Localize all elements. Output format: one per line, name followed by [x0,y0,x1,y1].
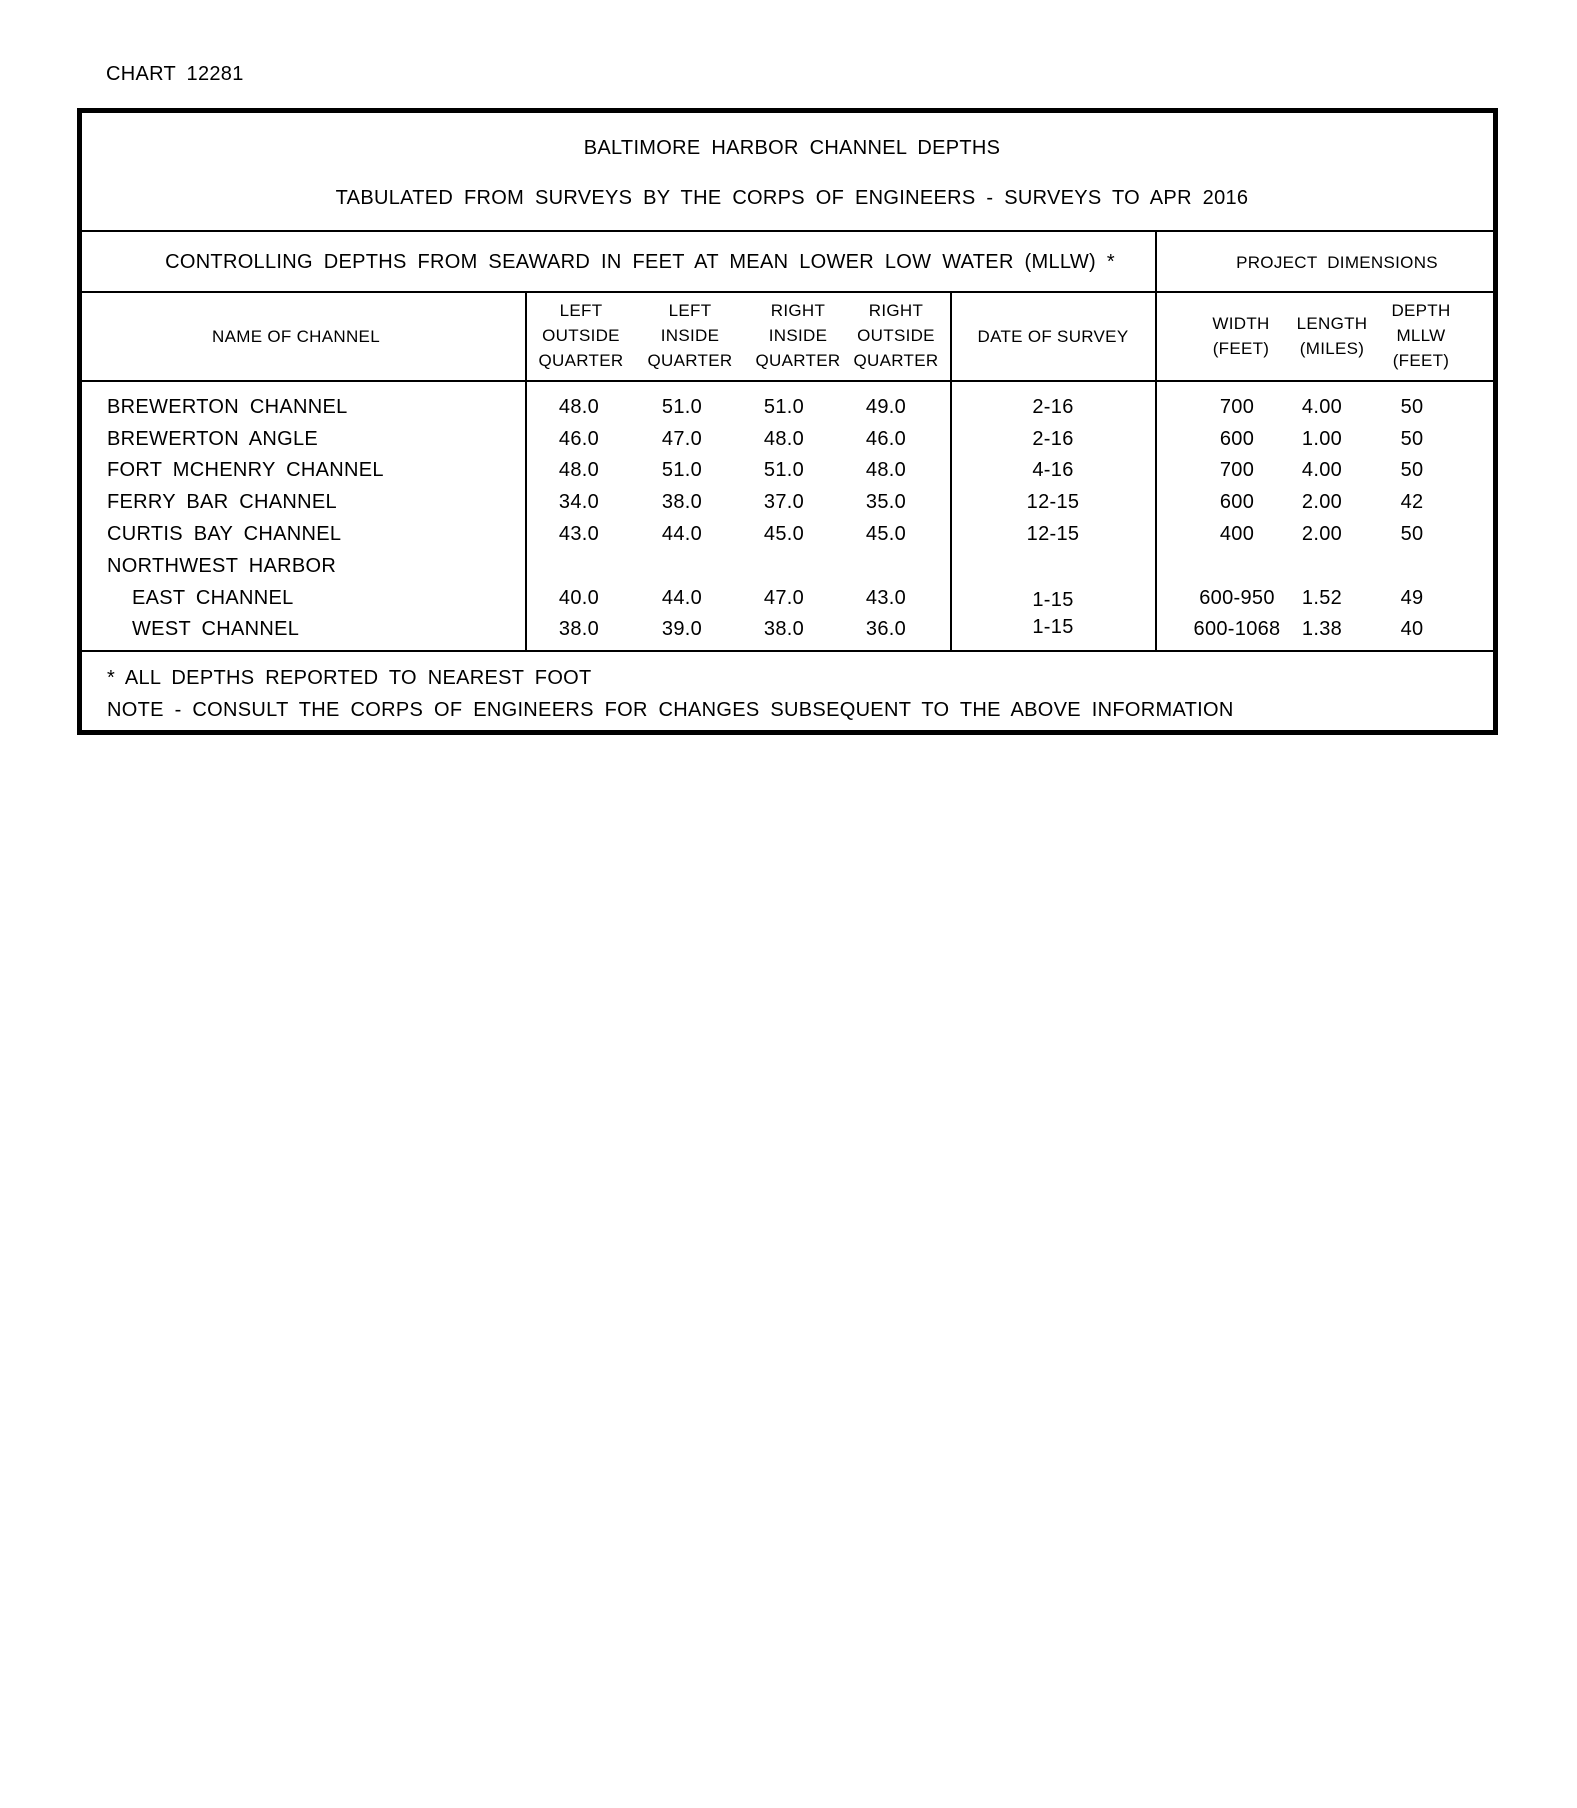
controlling-depths-header: CONTROLLING DEPTHS FROM SEAWARD IN FEET AT MEAN LOWER LOW WATER (MLLW) * [165,251,1115,273]
right-inside-value: 51.0 [763,459,805,481]
left-outside-value: 38.0 [558,618,600,640]
project-length: 1.52 [1301,587,1343,609]
channel-depths-table [77,108,1498,735]
project-length: 4.00 [1301,396,1343,418]
table-row [82,397,1493,428]
right-outside-value: 49.0 [865,396,907,418]
channel-name: EAST CHANNEL [132,587,294,609]
project-width: 700 [1219,396,1255,418]
rule-below-section [82,291,1493,293]
table-row [82,616,1493,650]
right-outside-value: 48.0 [865,459,907,481]
left-outside-value: 48.0 [558,396,600,418]
table-row [82,429,1493,460]
project-width: 400 [1219,523,1255,545]
column-header-depth: DEPTH MLLW (FEET) [1391,301,1451,370]
note: NOTE - CONSULT THE CORPS OF ENGINEERS FOR CHANGES SUBSEQUENT TO THE ABOVE INFORMATION [107,699,1234,721]
rule-below-title [82,230,1493,232]
project-width: 600-1068 [1193,618,1281,640]
project-length: 2.00 [1301,491,1343,513]
survey-date: 1-15 [1032,616,1074,638]
project-depth: 50 [1400,428,1424,450]
column-header-left-inside: LEFT INSIDE QUARTER [647,301,733,370]
left-inside-value: 44.0 [661,587,703,609]
left-inside-value: 51.0 [661,396,703,418]
left-outside-value: 48.0 [558,459,600,481]
left-inside-value: 47.0 [661,428,703,450]
project-depth: 50 [1400,523,1424,545]
project-width: 600 [1219,491,1255,513]
left-outside-value: 46.0 [558,428,600,450]
project-depth: 40 [1400,618,1424,640]
right-inside-value: 47.0 [763,587,805,609]
survey-date: 4-16 [1032,459,1074,481]
column-header-date: DATE OF SURVEY [977,327,1129,346]
channel-group-name: NORTHWEST HARBOR [107,555,337,577]
column-header-width: WIDTH (FEET) [1212,314,1270,358]
project-width: 700 [1219,459,1255,481]
column-header-length: LENGTH (MILES) [1296,314,1368,358]
left-inside-value: 51.0 [661,459,703,481]
channel-name: BREWERTON CHANNEL [107,396,348,418]
rule-below-header [82,380,1493,382]
right-inside-value: 51.0 [763,396,805,418]
table-row [82,556,1493,587]
right-inside-value: 45.0 [763,523,805,545]
right-outside-value: 36.0 [865,618,907,640]
table-title: BALTIMORE HARBOR CHANNEL DEPTHS [583,137,1001,159]
channel-name: BREWERTON ANGLE [107,428,319,450]
right-outside-value: 35.0 [865,491,907,513]
column-header-left-outside: LEFT OUTSIDE QUARTER [538,301,624,370]
left-inside-value: 44.0 [661,523,703,545]
table-row [82,460,1493,491]
project-width: 600-950 [1199,587,1275,609]
right-inside-value: 38.0 [763,618,805,640]
left-outside-value: 34.0 [558,491,600,513]
right-outside-value: 46.0 [865,428,907,450]
rule-above-notes [82,650,1493,652]
project-length: 1.38 [1301,618,1343,640]
project-width: 600 [1219,428,1255,450]
right-outside-value: 43.0 [865,587,907,609]
channel-name: WEST CHANNEL [132,618,300,640]
project-depth: 49 [1400,587,1424,609]
project-depth: 50 [1400,459,1424,481]
survey-date: 2-16 [1032,428,1074,450]
right-inside-value: 37.0 [763,491,805,513]
project-depth: 42 [1400,491,1424,513]
right-inside-value: 48.0 [763,428,805,450]
survey-date: 12-15 [1026,523,1080,545]
footnote: * ALL DEPTHS REPORTED TO NEAREST FOOT [107,667,592,689]
project-depth: 50 [1400,396,1424,418]
project-length: 2.00 [1301,523,1343,545]
left-outside-value: 40.0 [558,587,600,609]
channel-name: CURTIS BAY CHANNEL [107,523,342,545]
channel-name: FERRY BAR CHANNEL [107,491,337,513]
left-inside-value: 39.0 [661,618,703,640]
channel-name: FORT MCHENRY CHANNEL [107,459,384,481]
column-header-right-inside: RIGHT INSIDE QUARTER [755,301,841,370]
chart-title: CHART 12281 [106,63,244,85]
table-row [82,492,1493,523]
column-header-name: NAME OF CHANNEL [212,327,380,346]
left-inside-value: 38.0 [661,491,703,513]
project-dimensions-header: PROJECT DIMENSIONS [1236,253,1438,272]
table-row [82,524,1493,555]
table-row [82,588,1493,619]
survey-date: 1-15 [1032,589,1074,611]
table-subtitle: TABULATED FROM SURVEYS BY THE CORPS OF ENGINEERS - SURVEYS TO APR 2016 [335,187,1249,209]
left-outside-value: 43.0 [558,523,600,545]
project-length: 4.00 [1301,459,1343,481]
survey-date: 2-16 [1032,396,1074,418]
column-header-right-outside: RIGHT OUTSIDE QUARTER [853,301,939,370]
survey-date: 12-15 [1026,491,1080,513]
right-outside-value: 45.0 [865,523,907,545]
project-length: 1.00 [1301,428,1343,450]
